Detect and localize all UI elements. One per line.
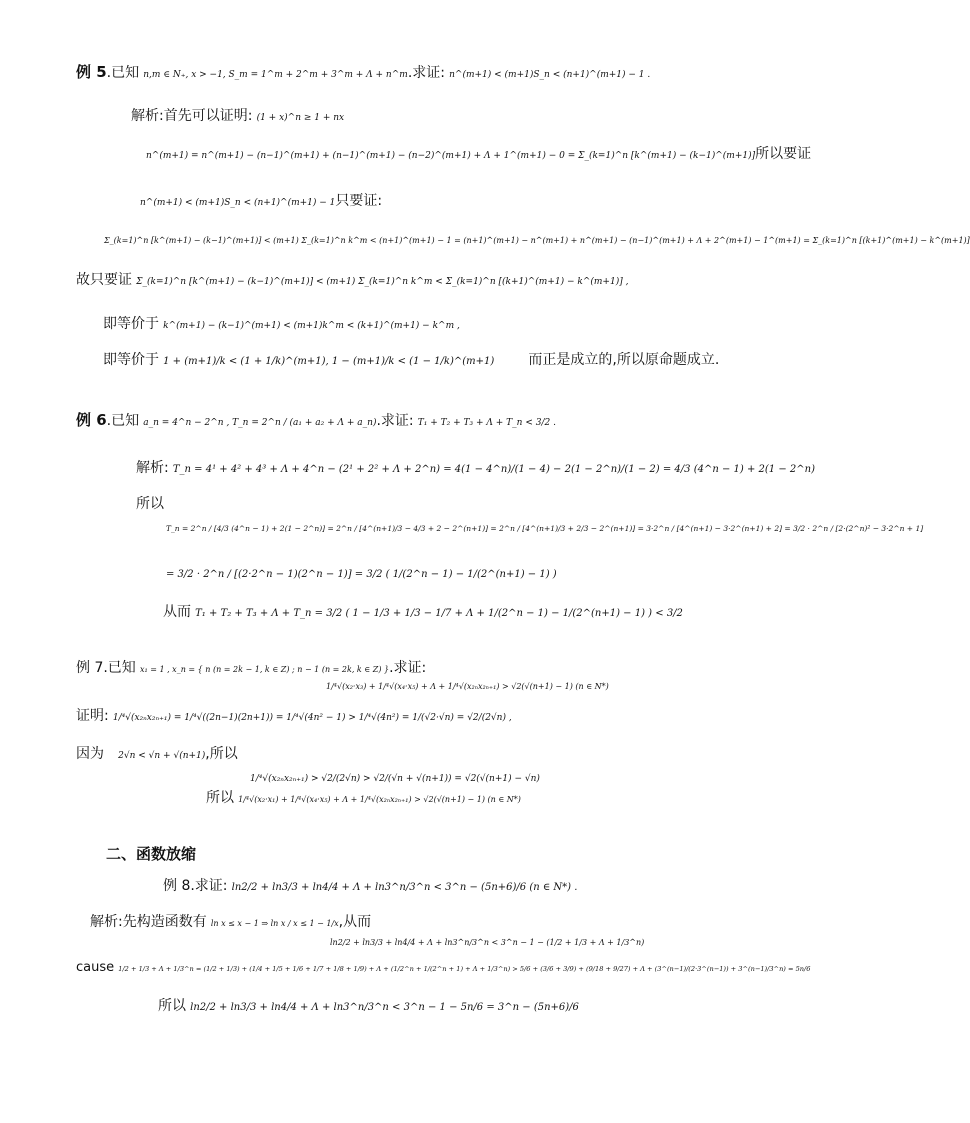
example-5-statement [76,64,650,83]
example-5-step-6 [103,352,719,370]
example-6-prove-word: .求证: [376,413,414,429]
example-8-solution-sum-line [330,934,644,951]
example-8-label: 例 8 [163,878,191,894]
example-5-conclusion: 而正是成立的,所以原命题成立. [528,352,720,368]
example-5-step-2 [140,193,382,211]
example-5-inequality: n^(m+1) < (m+1)S_n < (n+1)^(m+1) − 1 [140,198,336,208]
example-6-so-label-line [136,496,164,513]
example-5-step-4 [76,272,628,290]
example-5-sum-inequality: Σ_(k=1)^n [k^(m+1) − (k−1)^(m+1)] < (m+1) Σ_(k=1)^n k^m < Σ_(k=1)^n [(k+1)^(m+1) − k^(m+1)] , [136,277,629,287]
example-7-because [76,746,238,764]
example-8-prefix: .求证: [190,878,228,894]
example-8-statement [163,878,577,896]
example-6-so-label: 所以 [136,496,164,512]
example-7-because-formula: 2√n < √n + √(n+1) [118,751,206,761]
example-6-conclusion [163,604,683,622]
example-7-condition: x₁ = 1 , x_n = { n (n = 2k − 1, k ∈ Z) ; n − 1 (n = 2k, k ∈ Z) } [139,665,390,674]
example-8-cause [76,960,810,977]
example-6-then-label: 从而 [163,604,191,620]
example-6-derivation-1 [166,520,923,537]
example-5-term-inequality: k^(m+1) − (k−1)^(m+1) < (m+1)k^m < (k+1)^(m+1) − k^m , [163,321,460,331]
example-6-prefix: .已知 [106,413,140,429]
example-5-condition: n,m ∈ N₊, x > −1, S_m = 1^m + 2^m + 3^m + Λ + n^m [143,70,408,80]
example-7-label: 例 7 [76,660,104,676]
example-8-harmonic-grouping: 1/2 + 1/3 + Λ + 1/3^n = (1/2 + 1/3) + (1/4 + 1/5 + 1/6 + 1/7 + 1/8 + 1/9) + Λ + (1/2^n + 1/(2^n + 1) + Λ + 1/3^n) > 5/6 + (3/6 + 3/9) + (9/18 + 9/27) + Λ + (3^(n−1)/(2·3^(n−1)) + 3^(n−1)/3^n) = 5n/6 [118,965,811,973]
example-5-claim: n^(m+1) < (m+1)S_n < (n+1)^(m+1) − 1 . [449,70,651,80]
example-5-step-1 [146,146,811,164]
example-7-statement [76,660,426,678]
example-7-proof-label: 证明: [76,708,109,724]
example-5-label: 例 5 [76,63,107,81]
example-5-step-2-tail: 只要证: [335,193,383,209]
example-5-bernoulli-form: 1 + (m+1)/k < (1 + 1/k)^(m+1), 1 − (m+1)/k < (1 − 1/k)^(m+1) [163,356,495,367]
example-7-final [206,790,521,808]
example-8-final-inequality: ln2/2 + ln3/3 + ln4/4 + Λ + ln3^n/3^n < 3^n − 1 − 5n/6 = 3^n − (5n+6)/6 [190,1002,579,1013]
example-5-step-6-lead: 即等价于 [103,352,159,368]
example-5-step-3 [104,232,970,249]
example-7-proof [76,708,512,726]
example-6-condition: a_n = 4^n − 2^n , T_n = 2^n / (a₁ + a₂ + Λ + a_n) [143,418,377,428]
example-7-because-label: 因为 [76,746,104,762]
example-6-partial-fractions: = 3/2 · 2^n / [(2·2^n − 1)(2^n − 1)] = 3/2 ( 1/(2^n − 1) − 1/(2^(n+1) − 1) ) [166,569,557,580]
example-6-sum-formula: T_n = 4¹ + 4² + 4³ + Λ + 4^n − (2¹ + 2² + Λ + 2^n) = 4(1 − 4^n)/(1 − 4) − 2(1 − 2^n)/(1 − 2) = 4/3 (4^n − 1) + 2(1 − 2^n) [172,464,815,475]
example-6-label: 例 6 [76,411,107,429]
example-7-so-label: 所以 [206,790,234,806]
example-5-step-5 [103,316,460,334]
example-5-prefix: .已知 [106,65,140,81]
example-5-step-5-lead: 即等价于 [103,316,159,332]
example-7-claim: 1/⁴√(x₂·x₃) + 1/⁴√(x₄·x₅) + Λ + 1/⁴√(x₂ₙx₂ₙ₊₁) > √2(√(n+1) − 1) (n ∈ N*) [326,682,609,691]
example-7-because-chain: 1/⁴√(x₂ₙx₂ₙ₊₁) > √2/(2√n) > √2/(√n + √(n+1)) = √2(√(n+1) − √n) [250,774,540,784]
example-7-prove-word: .求证: [389,660,427,676]
example-5-solution-label: 解析:首先可以证明: [131,108,253,124]
section-2-title: 二、函数放缩 [106,845,197,863]
example-8-log-bound: ln x ≤ x − 1 ⇒ ln x / x ≤ 1 − 1/x [210,919,339,928]
example-7-claim-line [326,678,609,695]
example-6-claim: T₁ + T₂ + T₃ + Λ + T_n < 3/2 . [417,418,556,428]
example-8-solution-mid: ,从而 [338,914,372,930]
example-6-tn-expansion: T_n = 2^n / [4/3 (4^n − 1) + 2(1 − 2^n)] = 2^n / [4^(n+1)/3 − 4/3 + 2 − 2^(n+1)] = 2^n / [4^(n+1)/3 + 2/3 − 2^(n+1)] = 3·2^n / [4^(n+1) − 3·2^(n+1) + 2] = 3/2 · 2^n / [2·(2^n)² − 3·2^n + 1] [166,524,924,533]
example-8-solution [90,914,371,932]
example-6-telescoped-sum: T₁ + T₂ + T₃ + Λ + T_n = 3/2 ( 1 − 1/3 + 1/3 − 1/7 + Λ + 1/(2^n − 1) − 1/(2^(n+1) − 1) ) < 3/2 [195,608,683,619]
example-7-because-chain-line [250,770,540,787]
example-5-telescoping: n^(m+1) = n^(m+1) − (n−1)^(m+1) + (n−1)^(m+1) − (n−2)^(m+1) + Λ + 1^(m+1) − 0 = Σ_(k=1)^n [k^(m+1) − (k−1)^(m+1)] [146,151,756,161]
example-6-solution-label: 解析: [136,460,169,476]
example-8-solution-sum: ln2/2 + ln3/3 + ln4/4 + Λ + ln3^n/3^n < 3^n − 1 − (1/2 + 1/3 + Λ + 1/3^n) [330,938,645,947]
example-5-step-1-tail: 所以要证 [755,146,812,162]
example-8-final-label: 所以 [158,998,186,1014]
example-7-prefix: .已知 [103,660,136,676]
example-5-solution-intro [131,108,344,126]
example-6-derivation-2 [166,566,557,583]
example-7-because-mid: ,所以 [205,746,238,762]
example-5-step-4-lead: 故只要证 [76,272,132,288]
example-7-final-sum: 1/⁴√(x₂·x₁) + 1/⁴√(x₄·x₅) + Λ + 1/⁴√(x₂ₙx₂ₙ₊₁) > √2(√(n+1) − 1) (n ∈ N*) [238,795,521,804]
example-7-proof-chain: 1/⁴√(x₂ₙx₂ₙ₊₁) = 1/⁴√((2n−1)(2n+1)) = 1/⁴√(4n² − 1) > 1/⁴√(4n²) = 1/(√2·√n) = √2/(2√n) , [112,713,512,723]
example-5-sum-chain: Σ_(k=1)^n [k^(m+1) − (k−1)^(m+1)] < (m+1) Σ_(k=1)^n k^m < (n+1)^(m+1) − 1 = (n+1)^(m+1) − n^(m+1) + n^(m+1) − (n−1)^(m+1) + Λ + 2^(m+1) − 1^(m+1) = Σ_(k=1)^n [(k+1)^(m+1) − k^(m+1)] [104,236,970,245]
example-5-prove-word: .求证: [407,65,445,81]
example-8-claim: ln2/2 + ln3/3 + ln4/4 + Λ + ln3^n/3^n < 3^n − (5n+6)/6 (n ∈ N*) . [231,882,578,893]
section-2-heading [106,846,196,864]
example-8-solution-label: 解析:先构造函数有 [90,914,207,930]
example-8-cause-label: cause [76,960,115,975]
example-6-solution [136,460,815,478]
example-6-statement [76,412,556,431]
example-8-final [158,998,579,1016]
example-5-bernoulli: (1 + x)^n ≥ 1 + nx [256,113,345,123]
